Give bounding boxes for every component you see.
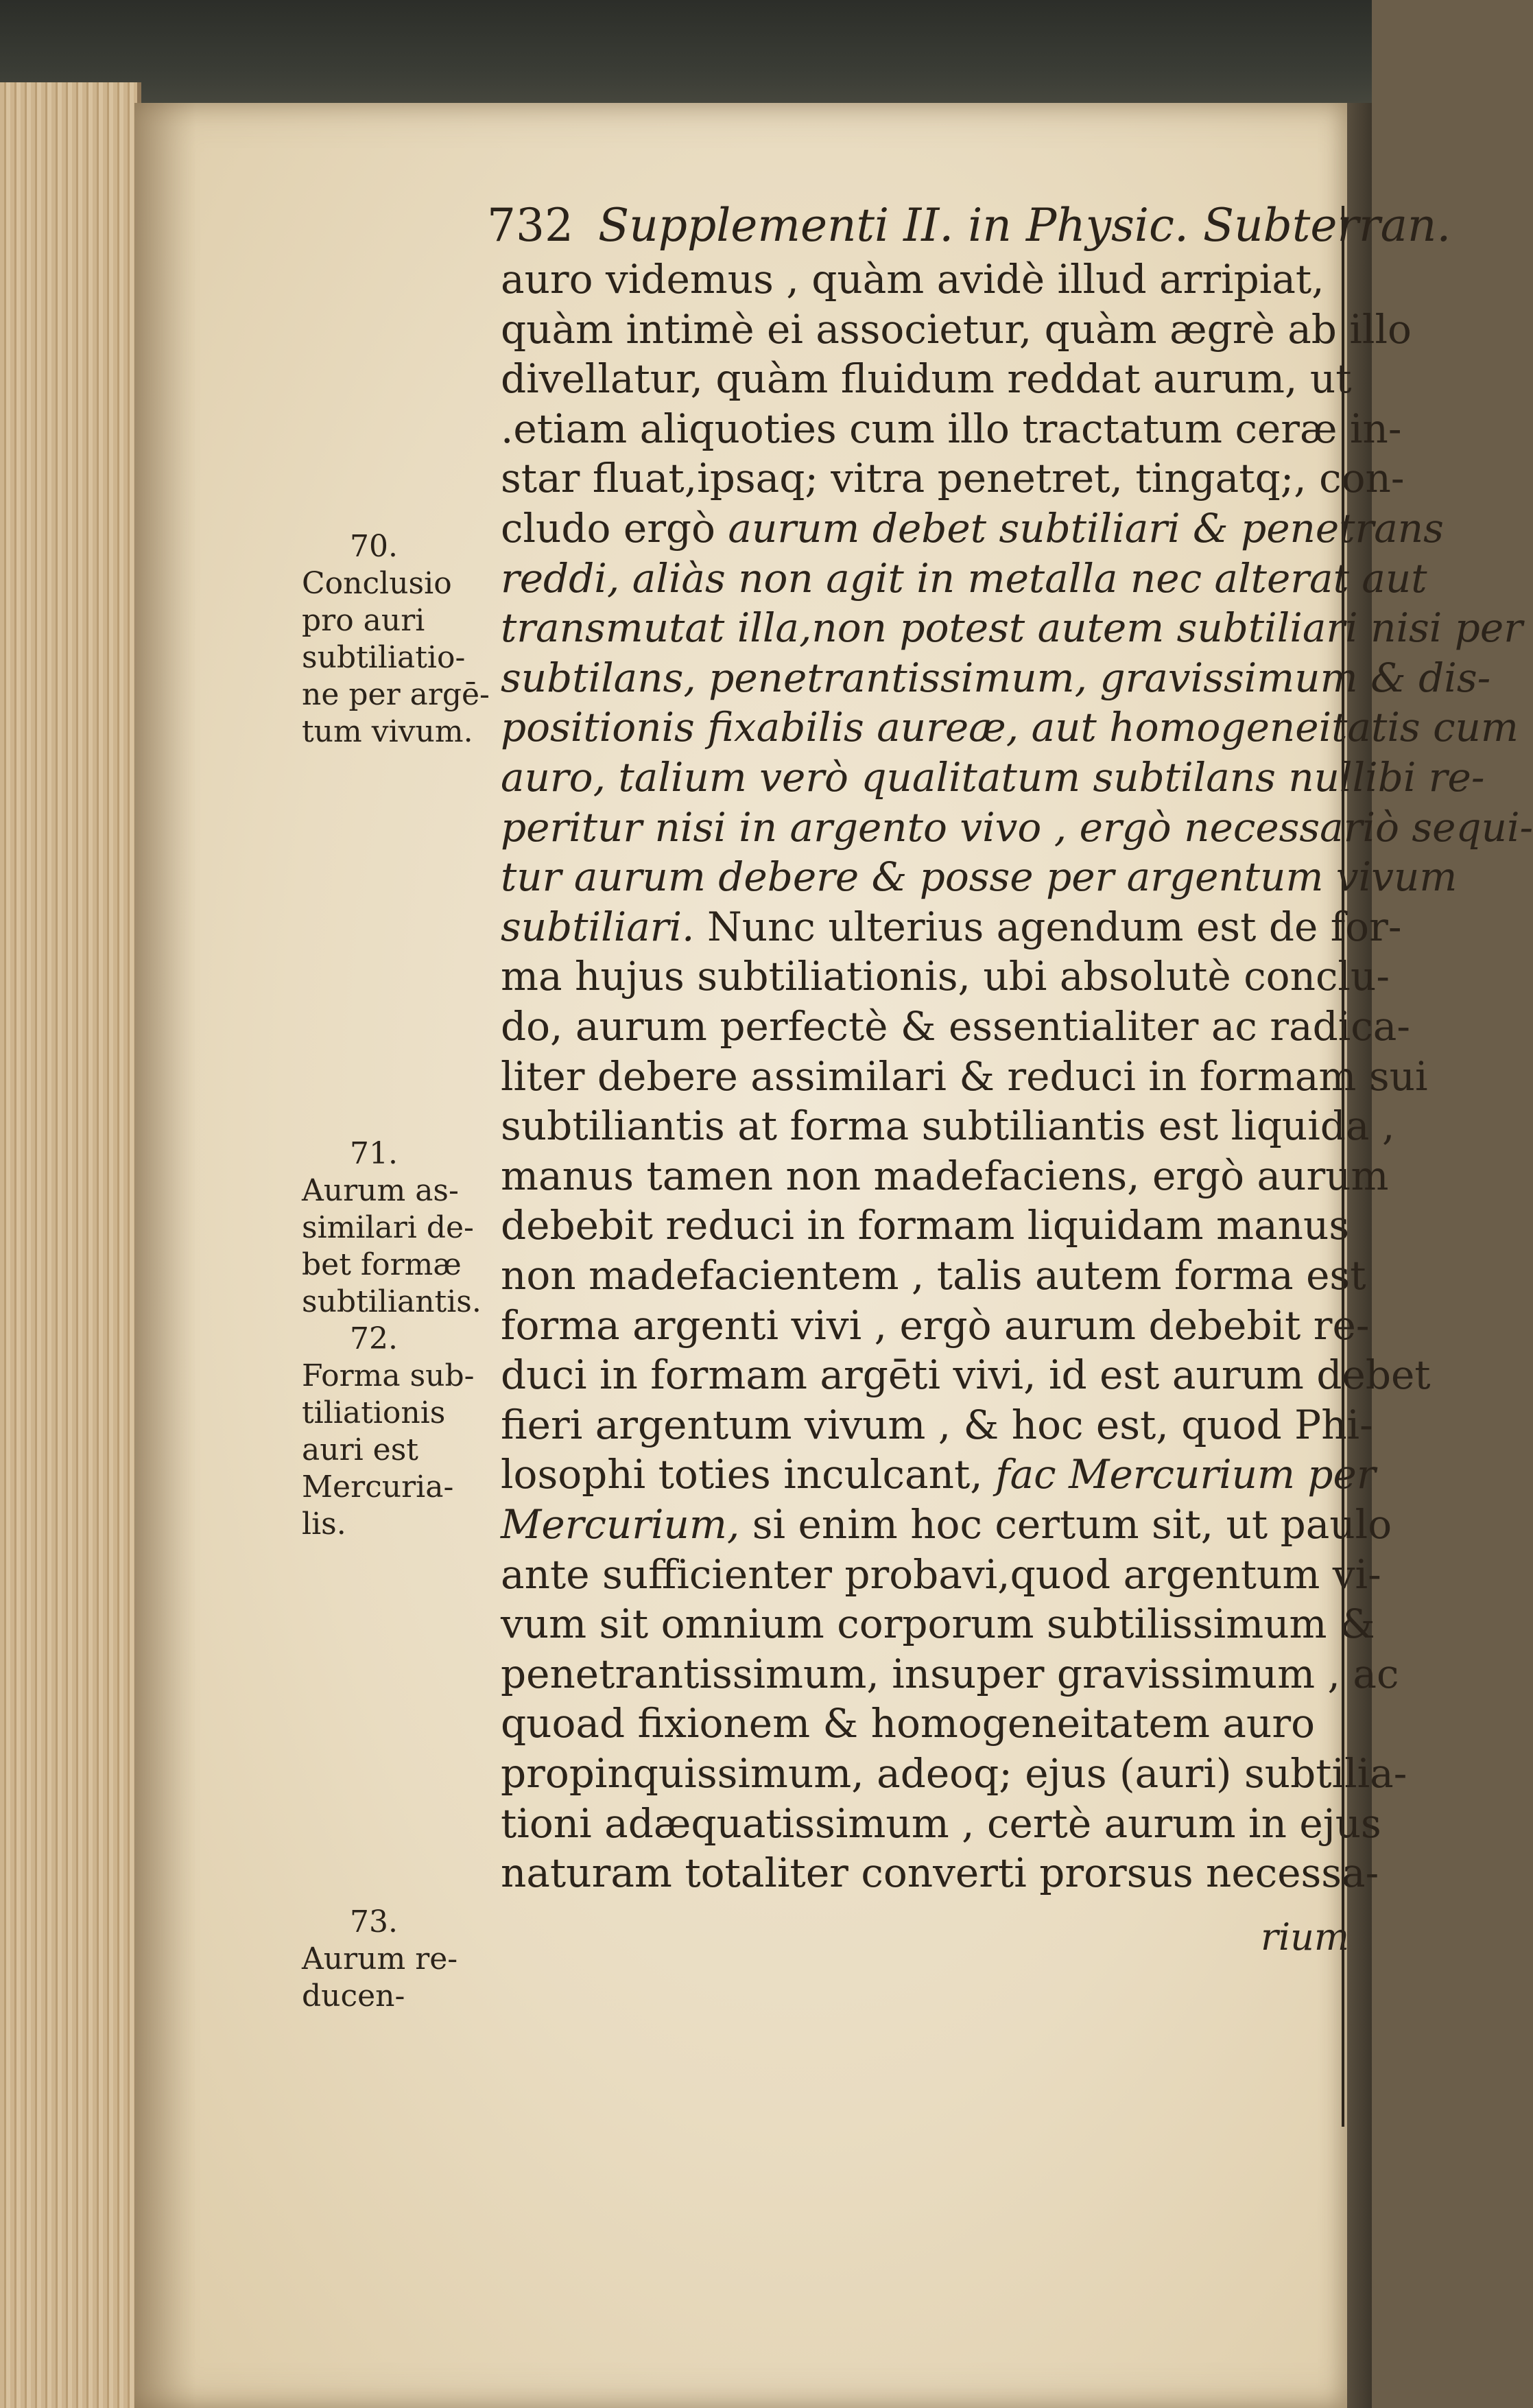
- text-segment: peritur nisi in argento vivo , ergò necessariò sequi-: [501, 803, 1533, 851]
- text-segment: propinquissimum, adeoq; ejus (auri) subtilia-: [501, 1750, 1407, 1797]
- text-segment: duci in formam argēti vivi, id est aurum debet: [501, 1351, 1431, 1399]
- text-segment: auro, talium verò qualitatum subtilans nullibi re-: [501, 754, 1485, 801]
- text-segment: forma argenti vivi , ergò aurum debebit re-: [501, 1301, 1370, 1349]
- margin-note-line: lis.: [302, 1507, 346, 1542]
- margin-note-line: pro auri: [302, 603, 425, 638]
- text-segment: reddi, aliàs non agit in metalla nec alterat aut: [501, 554, 1427, 602]
- margin-note: [302, 528, 490, 751]
- margin-note-line: tum vivum.: [302, 714, 473, 749]
- text-segment: subtiliantis at forma subtiliantis est liquida ,: [501, 1102, 1395, 1150]
- text-segment: aurum debet subtiliari & penetrans: [728, 505, 1444, 552]
- body-line: [501, 652, 1490, 703]
- margin-note-line: bet formæ: [302, 1247, 462, 1282]
- body-line: [501, 1300, 1369, 1351]
- text-segment: tur aurum debere & posse per argentum vivum: [501, 853, 1458, 901]
- text-segment: divellatur, quàm fluidum reddat aurum, ut: [501, 355, 1352, 403]
- margin-note-line: auri est: [302, 1432, 418, 1467]
- text-segment: do, aurum perfectè & essentialiter ac radica-: [501, 1003, 1410, 1050]
- margin-note-line: subtiliatio-: [302, 640, 466, 675]
- margin-note-line: Conclusio: [302, 566, 452, 601]
- text-segment: Nunc ulterius agendum est de for-: [706, 903, 1402, 950]
- body-line: [501, 353, 1352, 404]
- text-segment: tioni adæquatissimum , certè aurum in ejus: [501, 1799, 1381, 1847]
- text-segment: cludo ergò: [501, 505, 728, 552]
- margin-note-number: 71.: [350, 1136, 398, 1171]
- body-line: [501, 1400, 1373, 1450]
- margin-note-line: subtiliantis.: [302, 1284, 482, 1319]
- text-segment: star fluat,ipsaq; vitra penetret, tingatq;, con-: [501, 455, 1405, 502]
- catchword: rium: [1261, 1915, 1350, 1959]
- text-segment: .etiam aliquoties cum illo tractatum ceræ in-: [501, 405, 1402, 452]
- margin-note-number: 72.: [350, 1321, 398, 1356]
- body-line: [501, 1150, 1389, 1201]
- text-segment: quàm intimè ei associetur, quàm ægrè ab illo: [501, 305, 1412, 353]
- text-segment: ante sufficienter probavi,quod argentum vi-: [501, 1550, 1381, 1598]
- margin-note: [302, 1321, 475, 1543]
- body-line: [501, 851, 1457, 902]
- text-segment: positionis fixabilis aureæ, aut homogeneitatis cum: [501, 704, 1519, 751]
- text-segment: liter debere assimilari & reduci in formam sui: [501, 1052, 1428, 1100]
- margin-note-line: Forma sub-: [302, 1358, 475, 1393]
- body-line: [501, 1449, 1376, 1500]
- margin-note-number: 73.: [350, 1904, 398, 1939]
- body-line: [501, 602, 1523, 653]
- body-line: [501, 951, 1390, 1002]
- margin-note-line: Aurum as-: [302, 1173, 459, 1208]
- body-line: [501, 1598, 1375, 1649]
- body-line: [501, 1200, 1349, 1251]
- body-line: [501, 304, 1412, 355]
- body-line: [501, 901, 1401, 952]
- text-segment: transmutat illa,non potest autem subtiliari nisi per: [501, 604, 1523, 652]
- body-line: [501, 1100, 1394, 1151]
- margin-note-line: Mercuria-: [302, 1469, 454, 1504]
- text-segment: subtiliari.: [501, 903, 707, 950]
- text-segment: subtilans, penetrantissimum, gravissimum & dis-: [501, 654, 1491, 701]
- text-segment: losophi toties inculcant,: [501, 1451, 996, 1498]
- text-segment: quoad fixionem & homogeneitatem auro: [501, 1700, 1315, 1747]
- body-line: [501, 802, 1533, 853]
- text-segment: fieri argentum vivum , & hoc est, quod Phi-: [501, 1401, 1373, 1448]
- body-line: [501, 1698, 1315, 1749]
- body-line: [501, 254, 1324, 305]
- body-line: [501, 1649, 1399, 1699]
- body-line: [501, 752, 1484, 803]
- body-line: [501, 1499, 1392, 1550]
- text-segment: Mercurium,: [501, 1501, 752, 1548]
- body-line: [501, 1549, 1381, 1600]
- body-line: [501, 1848, 1379, 1898]
- text-segment: debebit reduci in formam liquidam manus: [501, 1202, 1350, 1249]
- body-line: [501, 1001, 1410, 1052]
- body-line: [501, 1349, 1431, 1400]
- body-line: [501, 702, 1519, 753]
- margin-note-line: Aurum re-: [302, 1941, 458, 1976]
- body-line: [501, 1748, 1407, 1799]
- text-segment: penetrantissimum, insuper gravissimum , ac: [501, 1650, 1399, 1697]
- running-title: Supplementi II. in Physic. Subterran.: [597, 199, 1451, 252]
- body-line: [501, 403, 1401, 454]
- page-number: 732: [487, 199, 573, 252]
- text-segment: naturam totaliter converti prorsus necessa-: [501, 1850, 1379, 1897]
- running-head: [487, 199, 1451, 252]
- text-segment: ma hujus subtiliationis, ubi absolutè conclu-: [501, 953, 1390, 1000]
- text-segment: fac Mercurium per: [995, 1451, 1376, 1498]
- text-segment: si enim hoc certum sit, ut paulo: [752, 1501, 1392, 1548]
- gutter-shadow: [134, 103, 196, 2408]
- text-segment: manus tamen non madefaciens, ergò aurum: [501, 1152, 1389, 1199]
- margin-note: [302, 1904, 457, 2015]
- margin-note-line: ducen-: [302, 1979, 405, 2014]
- text-segment: vum sit omnium corporum subtilissimum &: [501, 1601, 1375, 1648]
- text-segment: auro videmus , quàm avidè illud arripiat,: [501, 256, 1324, 303]
- book-page-edges: [0, 82, 141, 2408]
- body-line: [501, 553, 1427, 604]
- body-line: [501, 453, 1404, 504]
- body-line: [501, 503, 1444, 554]
- margin-note-line: similari de-: [302, 1210, 474, 1245]
- margin-note-line: ne per argē-: [302, 677, 490, 712]
- margin-note-number: 70.: [350, 529, 398, 564]
- text-segment: non madefacientem , talis autem forma est: [501, 1252, 1366, 1299]
- background-top: [0, 0, 1372, 117]
- body-line: [501, 1798, 1381, 1849]
- body-line: [501, 1250, 1366, 1301]
- margin-note-line: tiliationis: [302, 1395, 446, 1430]
- margin-note: [302, 1135, 482, 1321]
- body-line: [501, 1051, 1428, 1102]
